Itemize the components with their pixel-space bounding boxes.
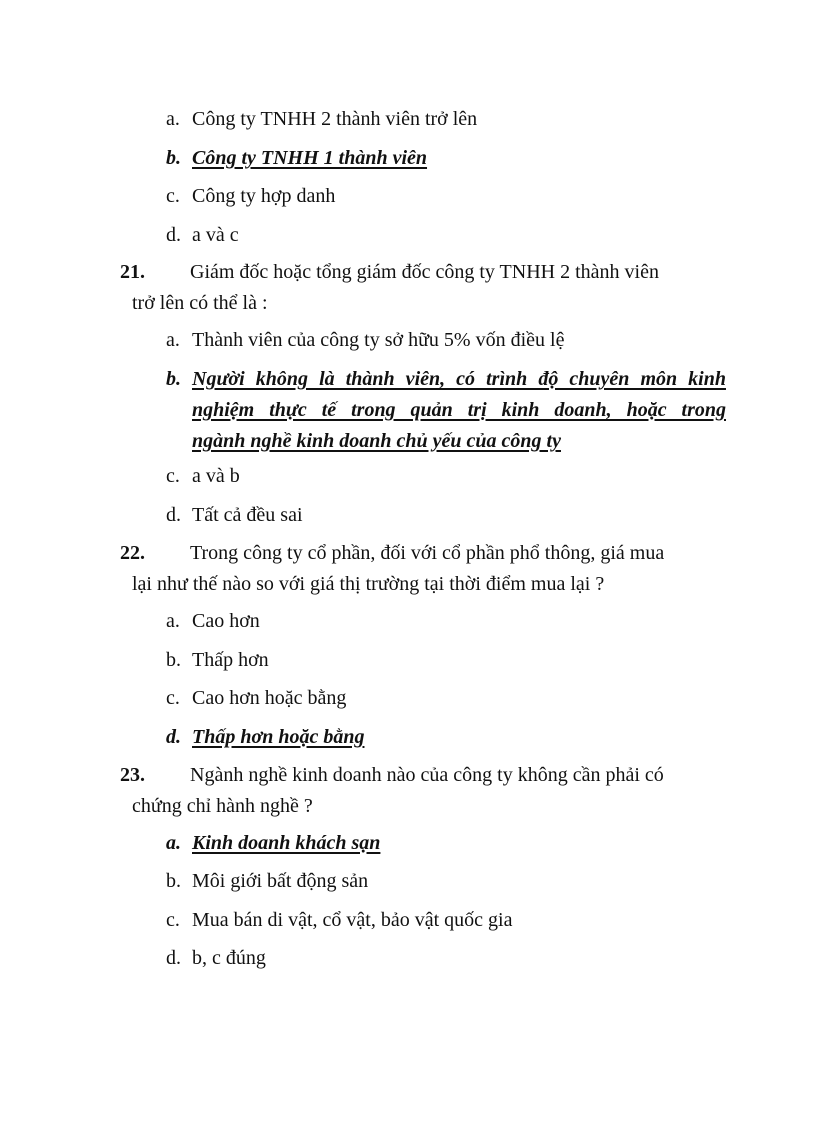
option-letter: c. [166,909,180,931]
option-letter: d. [166,504,181,526]
question-number: 21. [120,261,145,283]
option-letter: a. [166,610,180,632]
q20-option-a [166,107,477,131]
option-text: Mua bán di vật, cổ vật, bảo vật quốc gia [192,909,513,931]
option-text: a và c [192,224,239,246]
option-text-line-1: Người không là thành viên, có trình độ chuyên môn kinh [192,368,726,390]
option-text-line-2: nghiệm thực tế trong quản trị kinh doanh, hoặc trong [192,399,726,421]
q20-option-b-correct [166,146,427,170]
question-number: 22. [120,542,145,564]
option-letter: d. [166,947,181,969]
q22-option-d-correct [166,725,364,749]
option-text: Công ty TNHH 1 thành viên [192,147,428,169]
option-text: b, c đúng [192,947,266,969]
option-text: Thành viên của công ty sở hữu 5% vốn điều lệ [192,329,565,351]
q23-option-b [166,869,368,893]
option-text: Tất cả đều sai [192,504,303,526]
q22-option-c [166,686,346,710]
q21-option-a [166,328,564,352]
option-text: Công ty hợp danh [192,185,336,207]
option-letter: b. [166,147,181,169]
q23-option-c [166,908,512,932]
option-letter: c. [166,687,180,709]
q20-option-d [166,223,239,247]
option-text: Cao hơn [192,610,260,632]
option-letter: c. [166,465,180,487]
question-text-line-2: chứng chỉ hành nghề ? [132,795,313,817]
option-text: Công ty TNHH 2 thành viên trở lên [192,108,478,130]
option-letter: d. [166,224,181,246]
option-letter: a. [166,329,180,351]
option-text: a và b [192,465,240,487]
option-text: Thấp hơn hoặc bằng [192,726,365,748]
question-number: 23. [120,764,145,786]
q21-option-d [166,503,303,527]
q22-option-a [166,609,260,633]
question-text-line-2: lại như thế nào so với giá thị trường tại thời điểm mua lại ? [132,573,605,595]
q22-option-b [166,648,269,672]
question-text-line-1: Giám đốc hoặc tổng giám đốc công ty TNHH 2 thành viên [190,261,659,283]
option-letter: b. [166,368,181,390]
question-text-line-2: trở lên có thể là : [132,292,268,314]
question-text-line-1: Trong công ty cổ phần, đối với cổ phần phổ thông, giá mua [190,542,665,564]
option-text: Kinh doanh khách sạn [192,832,381,854]
q23-option-a-correct [166,831,380,855]
option-text: Cao hơn hoặc bằng [192,687,347,709]
q21-option-c [166,464,240,488]
option-text: Môi giới bất động sản [192,870,369,892]
option-text-line-3: ngành nghề kinh doanh chủ yếu của công ty [192,430,561,452]
option-letter: b. [166,870,181,892]
question-text-line-1: Ngành nghề kinh doanh nào của công ty không cần phải có [190,764,664,786]
option-letter: d. [166,726,181,748]
q20-option-c [166,184,335,208]
q23-option-d [166,946,266,970]
option-letter: a. [166,108,180,130]
option-letter: a. [166,832,181,854]
option-text: Thấp hơn [192,649,269,671]
option-letter: b. [166,649,181,671]
option-letter: c. [166,185,180,207]
